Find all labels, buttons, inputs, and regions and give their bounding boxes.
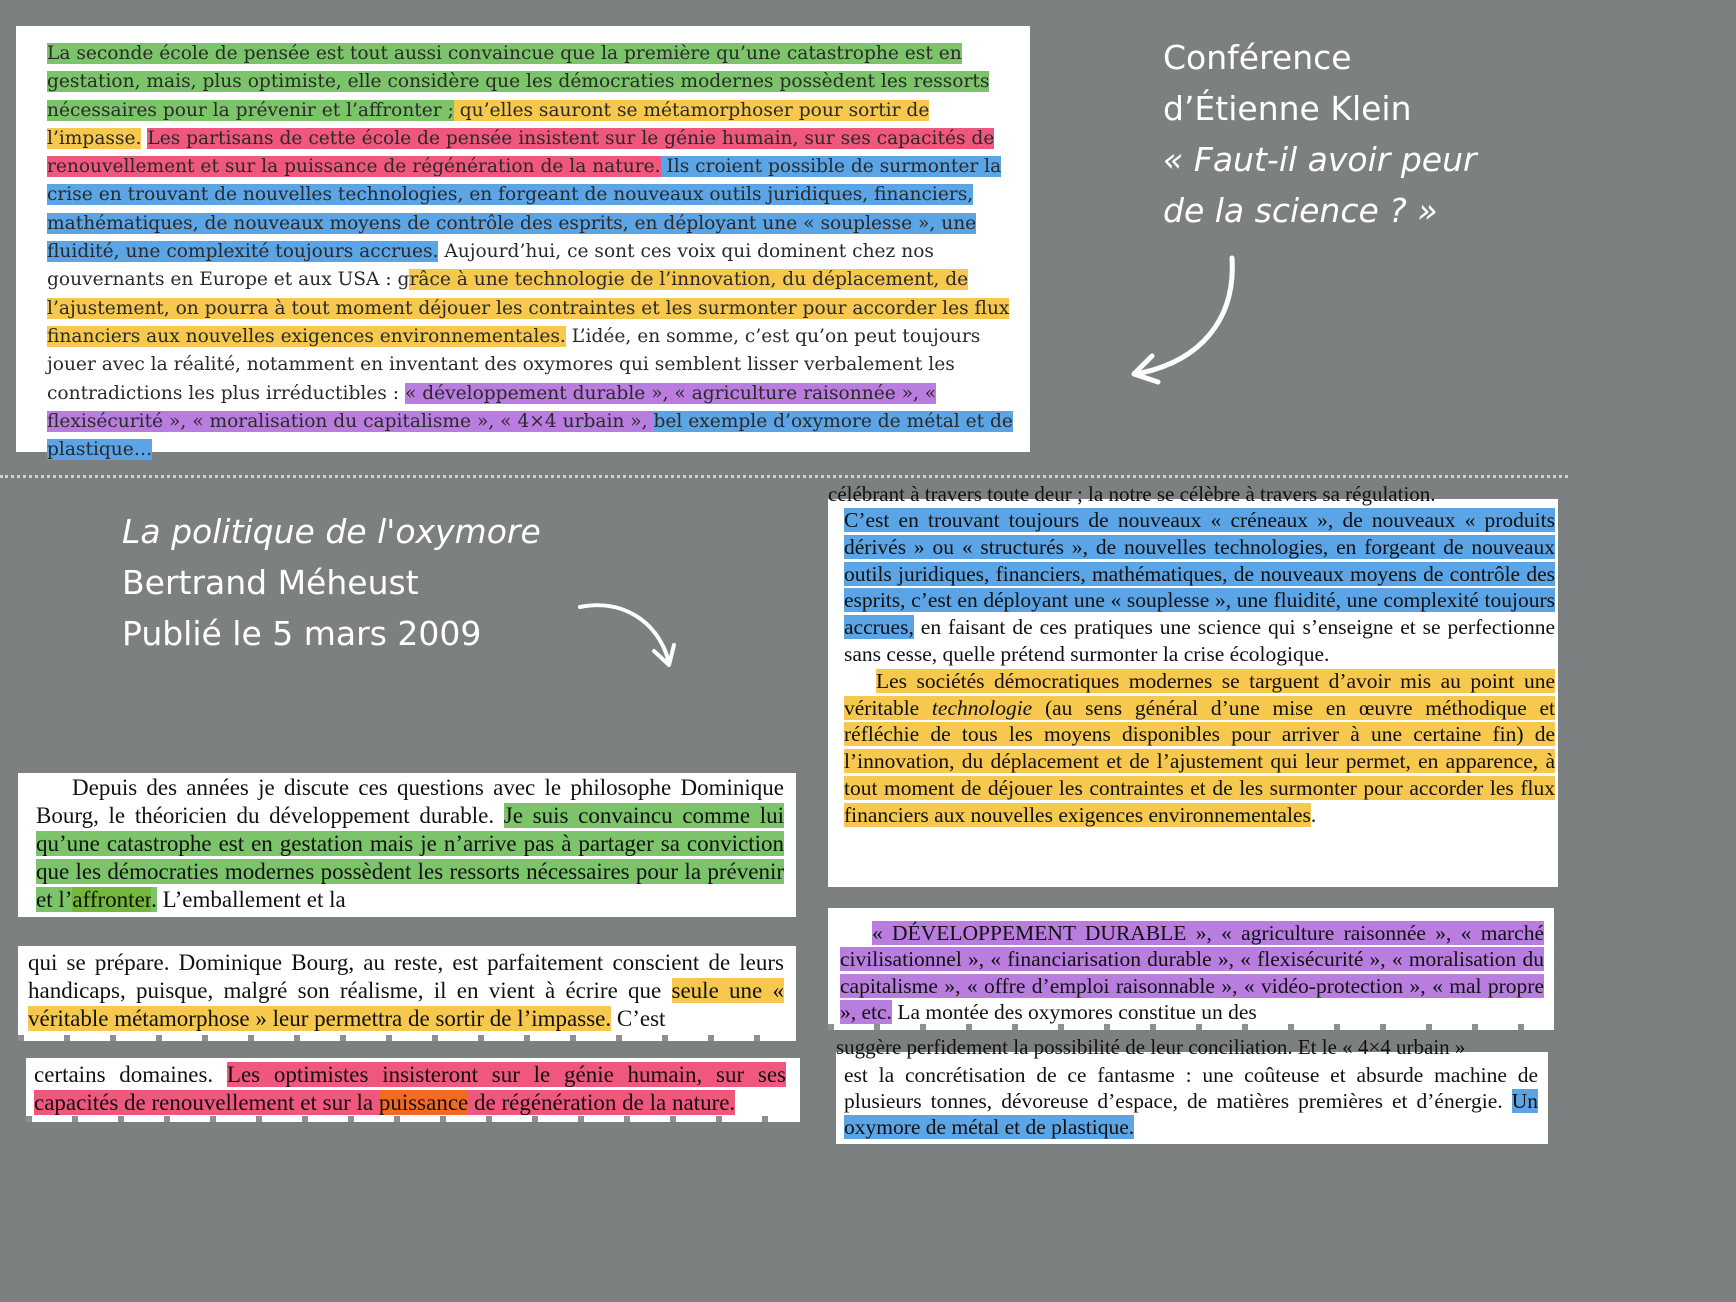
plain-text: Aujourd’hui, ce sont ces voix qui dominent chez nos gouvernants en Europe et aux USA : g — [47, 241, 934, 291]
cropped-line — [18, 1035, 796, 1041]
highlight-blue: Un oxymore de métal et de plastique. — [844, 1089, 1538, 1139]
highlight-green: . — [151, 887, 157, 912]
paragraph — [844, 668, 1555, 829]
highlight-red: Les partisans de cette école de pensée insistent sur le génie humain, sur ses capacités de renouvellement et sur la puissance de régénération de la nature. — [47, 127, 995, 178]
book-author: Bertrand Méheust — [122, 563, 419, 602]
cropped-line: suggère perfidement la possibilité de leur conciliation. Et le « 4×4 urbain » — [836, 1035, 1466, 1059]
highlight-yellow: (au sens général d’une mise en œuvre méthodique et réfléchie de tous les moyens disponibles pour arriver à une certaine fin) de l’innovation, du déplacement et de l’ajustement qui leur permet, en apparence, à tout moment de déjouer les contraintes et de les surmonter pour accorder les flux financiers aux nouvelles exigences environnementales — [844, 695, 1555, 827]
plain-text: qui se prépare. Dominique Bourg, au reste, est parfaitement conscient de leurs handicaps, puisque, malgré son réalisme, il en vient à écrire que — [28, 950, 784, 1003]
highlight-yellow: seule une « véritable métamorphose » leur permettra de sortir de l’impasse. — [28, 978, 784, 1031]
plain-text: L’idée, en somme, c’est qu’on peut toujours jouer avec la réalité, notamment en inventant des oxymores qui semblent lisser verbalement les contradictions les plus irréductibles : — [47, 325, 981, 404]
section-divider — [0, 475, 1568, 478]
plain-text: . — [1310, 802, 1317, 827]
plain-text: L’emballement et la — [156, 887, 346, 912]
book-title — [122, 506, 541, 659]
highlight-orange: puissance — [378, 1090, 469, 1115]
cropped-line — [828, 1024, 1554, 1030]
highlight-violet: « développement durable », « agriculture raisonnée », « flexisécurité », « moralisation du capitalisme », « 4×4 urbain », — [47, 382, 937, 432]
highlight-violet: « DÉVELOPPEMENT DURABLE », « agriculture raisonnée », « marché civilisationnel », « financiarisation durable », « flexisécurité », « moralisation du capitalisme », « offre d’emploi raisonnable », « vidéo-protection », « mal propre », etc. — [840, 921, 1544, 1024]
book-excerpt-left-3 — [26, 1058, 800, 1122]
highlight-yellow: qu’elles sauront se métamorphoser pour sortir de l’impasse. — [47, 99, 930, 149]
book-excerpt-right-1 — [828, 482, 1558, 887]
plain-text: La montée des oxymores constitue un des — [891, 999, 1257, 1024]
book-excerpt-left-2 — [18, 946, 796, 1041]
highlight-blue: bel exemple d’oxymore de métal et de plastique… — [47, 410, 1013, 461]
highlight-yellow-italic: technologie — [931, 695, 1033, 720]
highlight-blue: C’est en trouvant toujours de nouveaux « créneaux », de nouveaux « produits dérivés » ou « structurés », de nouvelles technologies, en forgeant de nouveaux outils juridiques, financiers, mathématiques, de nouveaux moyens de contrôle des esprits, c’est en déployant une « souplesse », une fluidité, une complexité toujours accrues, — [844, 508, 1555, 640]
cropped-line — [26, 1116, 800, 1122]
book-title-line: La politique de l'oxymore — [122, 512, 541, 551]
book-excerpt-right-3 — [836, 1035, 1548, 1144]
plain-text: en faisant de ces pratiques une science qui s’enseigne et se perfectionne sans cesse, quelle prétend surmonter la crise écologique. — [844, 615, 1555, 666]
conference-title-line: « Faut-il avoir peur — [1163, 140, 1477, 179]
highlight-red: Les optimistes insisteront sur le génie humain, sur ses capacités de renouvellement et sur la — [34, 1062, 786, 1115]
plain-text: certains domaines. — [34, 1062, 227, 1087]
conference-title — [1163, 32, 1477, 236]
book-excerpt-left-1 — [18, 773, 796, 917]
plain-text: C’est — [611, 1006, 666, 1031]
plain-text: est la concrétisation de ce fantasme : une coûteuse et absurde machine de plusieurs tonnes, dévoreuse d’espace, de matières premières et d’énergie. — [844, 1063, 1538, 1113]
cropped-line: célébrant à travers toute deur ; la notre se célèbre à travers sa régulation. — [828, 482, 1436, 506]
highlight-green-dark: affronter — [72, 887, 152, 912]
conference-title-line: d’Étienne Klein — [1163, 89, 1412, 128]
highlight-green: Je suis convaincu comme lui qu’une catastrophe est en gestation mais je n’arrive pas à partager sa conviction que les démocraties modernes possèdent les ressorts nécessaires pour la prévenir et l’ — [36, 803, 785, 912]
curved-arrow-left-icon — [1120, 250, 1250, 390]
highlight-red: de régénération de la nature. — [468, 1090, 736, 1115]
highlight-blue: Ils croient possible de surmonter la crise en trouvant de nouvelles technologies, en forgeant de nouveaux outils juridiques, financiers, mathématiques, de nouveaux moyens de contrôle des esprits, en déployant une « souplesse », une fluidité, une complexité toujours accrues. — [47, 156, 1002, 263]
highlight-yellow: râce à une technologie de l’innovation, du déplacement, de l’ajustement, on pourra à tout moment déjouer les contraintes et les surmonter pour accorder les flux financiers aux nouvelles exigences environnementales. — [47, 269, 1010, 347]
conference-title-line: Conférence — [1163, 38, 1352, 77]
conference-excerpt — [16, 26, 1030, 461]
plain-text: Depuis des années je discute ces questions avec le philosophe Dominique Bourg, le théoricien du développement durable. — [36, 775, 784, 828]
highlight-green: La seconde école de pensée est tout aussi convaincue que la première qu’une catastrophe est en gestation, mais, plus optimiste, elle considère que les démocraties modernes possèdent les ressorts nécessaires pour la prévenir et l’affronter ; — [47, 43, 990, 121]
highlight-yellow: Les sociétés démocratiques modernes se targuent d’avoir mis au point une véritable — [844, 668, 1555, 720]
curved-arrow-right-icon — [570, 595, 690, 680]
book-excerpt-right-2 — [828, 908, 1554, 1030]
book-date: Publié le 5 mars 2009 — [122, 614, 482, 653]
paragraph — [844, 507, 1555, 668]
conference-title-line: de la science ? » — [1163, 191, 1438, 230]
